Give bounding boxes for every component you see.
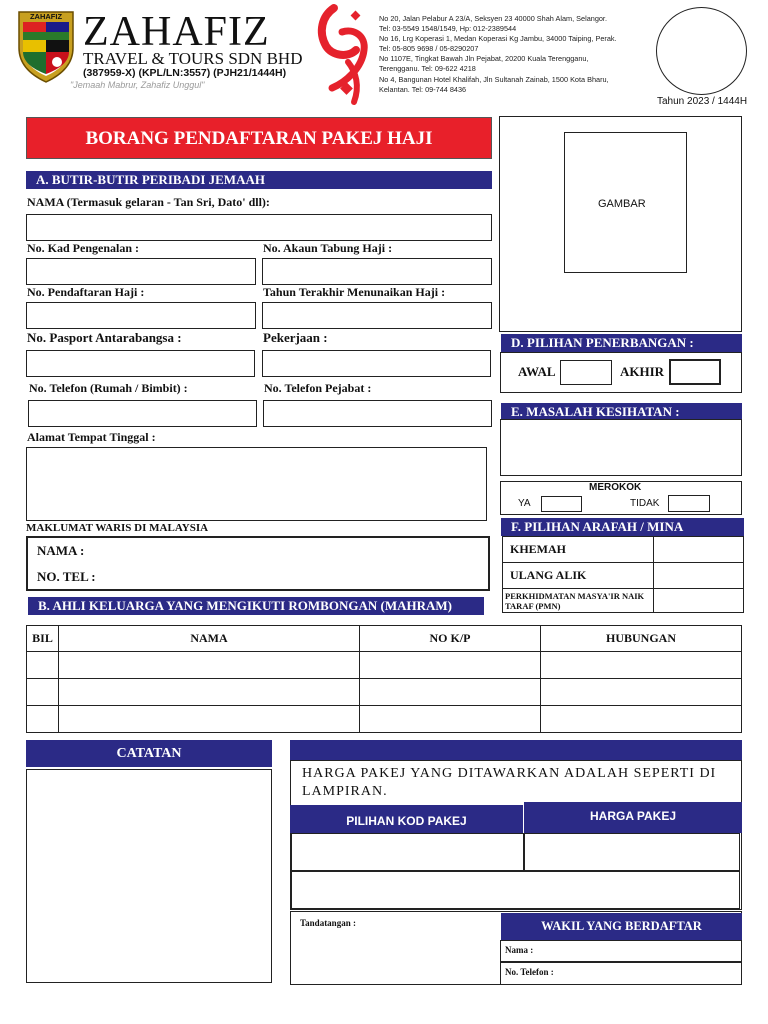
agent-header: WAKIL YANG BERDAFTAR (501, 913, 742, 940)
ic-field[interactable] (26, 258, 256, 285)
last-haji-label: Tahun Terakhir Menunaikan Haji : (263, 285, 446, 299)
address-block (379, 14, 649, 95)
package-top-bar (290, 740, 742, 760)
signature-field[interactable] (295, 935, 495, 981)
arafah-option-khemah: KHEMAH (503, 537, 654, 563)
agent-name-row[interactable] (500, 940, 742, 962)
company-name: ZAHAFIZ (83, 9, 270, 55)
signature-label: Tandatangan : (300, 918, 356, 928)
passport-label: No. Pasport Antarabangsa : (27, 330, 182, 345)
table-cell[interactable] (59, 706, 360, 733)
address-line: Kelantan. Tel: 09-744 8436 (379, 84, 467, 94)
awal-label: AWAL (518, 364, 556, 379)
arafah-table (502, 536, 744, 613)
address-line: Tel: 03-5549 1548/1549, Hp: 012-2389544 (379, 24, 517, 34)
table-cell[interactable] (360, 652, 541, 679)
package-price-field[interactable] (524, 833, 740, 871)
address-label: Alamat Tempat Tinggal : (27, 430, 156, 444)
arafah-option-ulang-alik: ULANG ALIK (503, 563, 654, 589)
emblem-text: ZAHAFIZ (29, 12, 63, 21)
ic-label: No. Kad Pengenalan : (27, 241, 140, 255)
agent-phone-label: No. Telefon : (505, 967, 554, 977)
ya-checkbox[interactable] (541, 496, 582, 512)
calligraphy-logo (312, 2, 376, 110)
address-line: No 1107E, Tingkat Bawah Jln Pejabat, 20200 Kuala Terengganu, (379, 54, 589, 64)
section-f-header: F. PILIHAN ARAFAH / MINA (501, 518, 744, 536)
heir-tel-label: NO. TEL : (37, 569, 96, 584)
table-cell[interactable] (27, 679, 59, 706)
ya-label: YA (518, 498, 531, 509)
address-line: Terengganu. Tel: 09-622 4218 (379, 64, 476, 74)
last-haji-field[interactable] (262, 302, 492, 329)
table-row (27, 679, 742, 706)
section-d-header: D. PILIHAN PENERBANGAN : (501, 334, 742, 352)
akhir-label: AKHIR (620, 364, 665, 379)
address-line: No 20, Jalan Pelabur A 23/A, Seksyen 23 40000 Shah Alam, Selangor. (379, 14, 607, 23)
office-phone-label: No. Telefon Pejabat : (264, 381, 372, 395)
section-e-header: E. MASALAH KESIHATAN : (501, 403, 742, 421)
table-cell[interactable] (360, 679, 541, 706)
passport-field[interactable] (26, 350, 255, 377)
package-text: HARGA PAKEJ YANG DITAWARKAN ADALAH SEPERTI DI LAMPIRAN. (302, 766, 717, 799)
photo-circle (656, 7, 747, 95)
section-a-header: A. BUTIR-BUTIR PERIBADI JEMAAH (26, 171, 492, 189)
phone-label: No. Telefon (Rumah / Bimbit) : (29, 381, 188, 395)
haji-reg-label: No. Pendaftaran Haji : (27, 285, 145, 299)
mahram-table (26, 625, 742, 733)
akhir-field[interactable] (669, 359, 721, 385)
table-cell[interactable] (541, 679, 742, 706)
haji-reg-field[interactable] (26, 302, 256, 329)
table-cell[interactable] (541, 706, 742, 733)
address-field[interactable] (26, 447, 487, 521)
form-title: BORANG PENDAFTARAN PAKEJ HAJI (26, 117, 492, 159)
job-label: Pekerjaan : (263, 330, 328, 345)
address-line: No 16, Lrg Koperasi 1, Medan Koperasi Kg Jambu, 34000 Taiping, Perak. (379, 34, 617, 44)
table-cell[interactable] (541, 652, 742, 679)
table-row (27, 706, 742, 733)
tabung-field[interactable] (262, 258, 492, 285)
year-label: Tahun 2023 / 1444H (657, 96, 748, 107)
table-cell[interactable] (27, 706, 59, 733)
package-extra-field[interactable] (291, 871, 740, 909)
name-field[interactable] (26, 214, 492, 241)
agent-name-label: Nama : (505, 945, 534, 955)
name-label: NAMA (Termasuk gelaran - Tan Sri, Dato' dll): (27, 195, 270, 209)
photo-label: GAMBAR (598, 198, 646, 210)
company-slogan: "Jemaah Mabrur, Zahafiz Unggul" (70, 80, 205, 90)
arafah-check-pmn[interactable] (654, 589, 744, 613)
notes-field[interactable] (26, 769, 272, 983)
notes-header: CATATAN (26, 740, 272, 767)
job-field[interactable] (262, 350, 491, 377)
table-row (27, 652, 742, 679)
arafah-option-pmn: PERKHIDMATAN MASYA'IR NAIK TARAF (PMN) (503, 589, 654, 613)
table-cell[interactable] (59, 679, 360, 706)
company-subtitle: TRAVEL & TOURS SDN BHD (83, 49, 303, 68)
heir-name-label: NAMA : (37, 543, 85, 558)
office-phone-field[interactable] (263, 400, 492, 427)
address-line: No 4, Bangunan Hotel Khalifah, Jln Sultanah Zainab, 1500 Kota Bharu, (379, 74, 609, 84)
arafah-check-khemah[interactable] (654, 537, 744, 563)
heir-title: MAKLUMAT WARIS DI MALAYSIA (26, 522, 209, 534)
tabung-label: No. Akaun Tabung Haji : (263, 241, 393, 255)
section-b-header: B. AHLI KELUARGA YANG MENGIKUTI ROMBONGAN (MAHRAM) (28, 597, 484, 615)
column-header: NAMA (59, 626, 360, 652)
smoking-label: MEROKOK (589, 482, 642, 493)
health-field[interactable] (500, 419, 742, 476)
address-line: Tel: 05-805 9698 / 05-8290207 (379, 44, 479, 54)
column-header: BIL (27, 626, 59, 652)
table-cell[interactable] (360, 706, 541, 733)
company-registration: (387959-X) (KPL/LN:3557) (PJH21/1444H) (83, 67, 287, 79)
column-header: NO K/P (360, 626, 541, 652)
arafah-check-ulang-alik[interactable] (654, 563, 744, 589)
package-code-header: PILIHAN KOD PAKEJ (290, 805, 523, 833)
table-cell[interactable] (27, 652, 59, 679)
column-header: HUBUNGAN (541, 626, 742, 652)
phone-field[interactable] (28, 400, 257, 427)
company-emblem (15, 8, 77, 84)
table-cell[interactable] (59, 652, 360, 679)
tidak-label: TIDAK (630, 498, 660, 509)
package-price-header: HARGA PAKEJ (524, 802, 742, 833)
awal-field[interactable] (560, 360, 612, 385)
package-code-field[interactable] (291, 833, 524, 871)
tidak-checkbox[interactable] (668, 495, 710, 512)
